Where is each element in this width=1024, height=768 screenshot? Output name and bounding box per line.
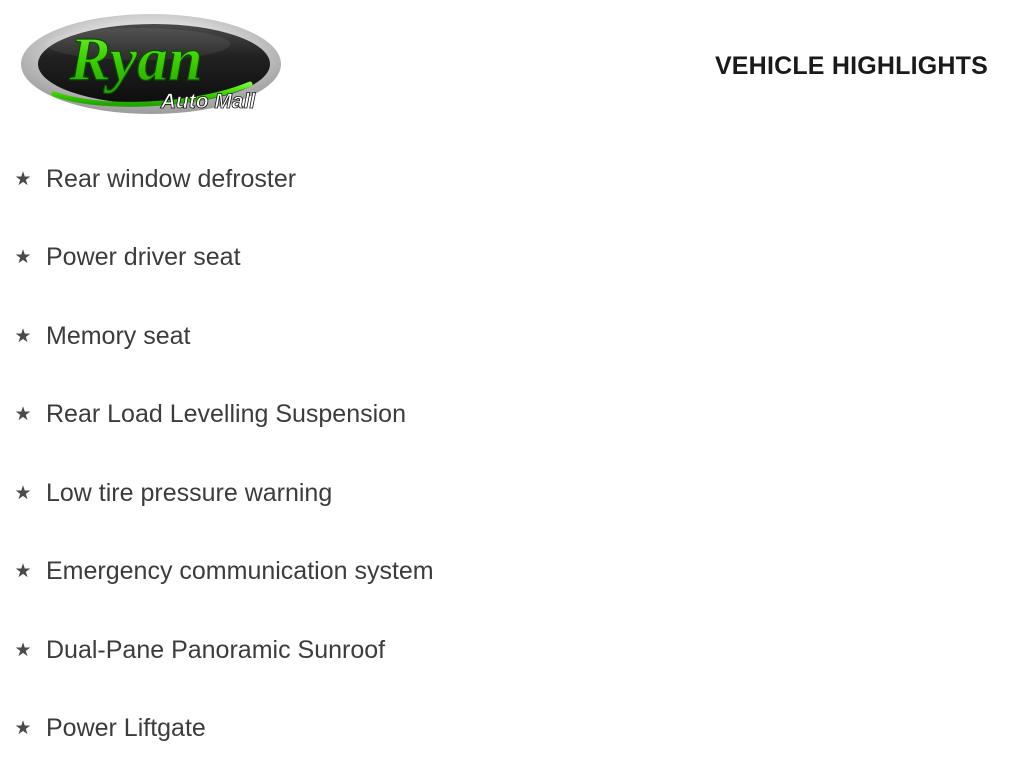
vehicle-highlights-list bbox=[0, 140, 1024, 768]
page-title: VEHICLE HIGHLIGHTS bbox=[714, 52, 988, 80]
list-item bbox=[0, 611, 1024, 690]
svg-text:Auto Mall: Auto Mall bbox=[160, 90, 256, 113]
list-item bbox=[0, 219, 1024, 298]
star-icon: ★ bbox=[14, 168, 32, 190]
star-icon: ★ bbox=[14, 718, 32, 740]
highlight-label: Power Liftgate bbox=[46, 714, 206, 743]
list-item bbox=[0, 376, 1024, 455]
star-icon: ★ bbox=[14, 561, 32, 583]
highlight-label: Emergency communication system bbox=[46, 557, 434, 586]
list-item bbox=[0, 454, 1024, 533]
svg-text:Ryan: Ryan bbox=[69, 26, 203, 94]
list-item bbox=[0, 297, 1024, 376]
highlight-label: Rear Load Levelling Suspension bbox=[46, 400, 406, 429]
list-item bbox=[0, 690, 1024, 768]
star-icon: ★ bbox=[14, 325, 32, 347]
highlight-label: Low tire pressure warning bbox=[46, 478, 333, 507]
highlight-label: Rear window defroster bbox=[46, 164, 297, 193]
list-item bbox=[0, 533, 1024, 612]
highlight-label: Dual-Pane Panoramic Sunroof bbox=[46, 635, 386, 664]
star-icon: ★ bbox=[14, 247, 32, 269]
ryan-auto-mall-logo bbox=[18, 8, 288, 120]
list-item bbox=[0, 140, 1024, 219]
star-icon: ★ bbox=[14, 404, 32, 426]
highlight-label: Memory seat bbox=[46, 321, 191, 350]
page-header bbox=[0, 0, 1024, 128]
star-icon: ★ bbox=[14, 639, 32, 661]
highlight-label: Power driver seat bbox=[46, 243, 241, 272]
star-icon: ★ bbox=[14, 482, 32, 504]
